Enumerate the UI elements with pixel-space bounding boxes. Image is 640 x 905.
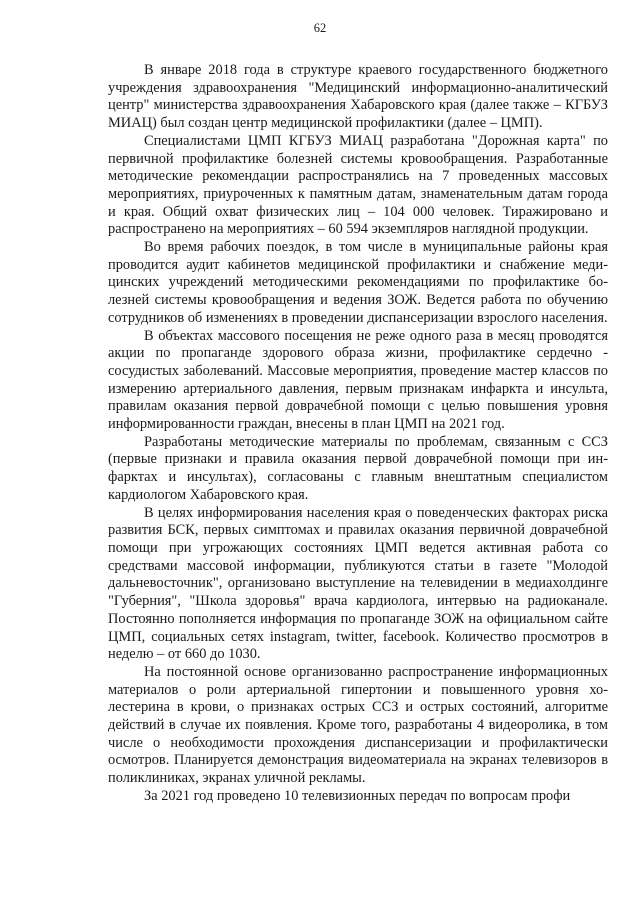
paragraph-miac-cmp-founding: В январе 2018 года в структуре краевого государственного бюджетного учреждения здравоохранения "Медицинский информационно-аналитический центр" министерства здравоохранения Хабаровского края (далее также – КГБУЗ МИАЦ) был создан центр медицинской профилактики (далее – ЦМП). — [108, 62, 608, 132]
paragraph-public-events: В объектах массового посещения не реже одного раза в месяц проводятся акции по пропаганде здорового образа жизни, профилактике сердечно - сосудистых заболеваний. Массовые мероприятия, проведение мастер классов по измерению артериального давления, первым признакам инфаркта и инсульта, правилам оказания первой доврачебной помощи с целью повышения уровня информированности граждан, внесены в план ЦМП на 2021 год. — [108, 327, 608, 433]
paragraph-info-distribution: На постоянной основе организованно распространение информационных материалов о роли артериальной гипертонии и повышенного уровня холестерина в крови, о признаках острых ССЗ и острых состояний, алгоритме действий в случае их появления. Кроме того, разработаны 4 видеоролика, в том числе о необходимости прохождения диспансеризации и профилактически осмотров. Планируется демонстрация видеоматериала на экранах телевизоров в поликлиниках, экранах уличной рекламы. — [108, 663, 608, 787]
page-number: 62 — [313, 21, 327, 35]
paragraph-media-work: В целях информирования населения края о поведенческих факторах риска развития БСК, первых симптомах и правилах оказания первичной доврачебной помощи при угрожающих состояниях ЦМП ведется активная работа со средствами массовой информации, публикуются статьи в газете "Молодой дальневосточник", организовано выступление на телевидении в медиахолдинге "Губерния", "Школа здоровья" врача кардиолога, интервью на радиоканале. Постоянно пополняется информация по пропаганде ЗОЖ на официальном сайте ЦМП, социальных сетях instagram, twitter, facebook. Количество просмотров в неделю – от 660 до 1030. — [108, 504, 608, 663]
paragraph-tv-broadcasts: За 2021 год проведено 10 телевизионных передач по вопросам профи — [144, 787, 571, 804]
paragraph-roadmap: Специалистами ЦМП КГБУЗ МИАЦ разработана "Дорожная карта" по первичной профилактике болезней системы кровообращения. Разработанные методические рекомендации распространялись на 7 проведенных массовых мероприятиях, приуроченных к памятным датам, знаменательным датам города и края. Общий охват физических лиц – 104 000 человек. Тиражировано и распространено на мероприятиях – 60 594 экземпляров наглядной продукции. — [108, 132, 608, 238]
paragraph-work-trips: Во время рабочих поездок, в том числе в муниципальные районы края проводится аудит кабинетов медицинской профилактики и снабжение медицинских учреждений методическими рекомендациями по профилактике болезней системы кровообращения и ведения ЗОЖ. Ведется работа по обучению сотрудников об изменениях в проведении диспансеризации взрослого населения. — [108, 239, 608, 326]
document-body — [108, 62, 608, 806]
paragraph-methodical-materials: Разработаны методические материалы по проблемам, связанным с ССЗ (первые признаки и правила оказания первой доврачебной помощи при инфарктах и инсультах), согласованы с главным внештатным специалистом кардиологом Хабаровского края. — [108, 433, 608, 503]
